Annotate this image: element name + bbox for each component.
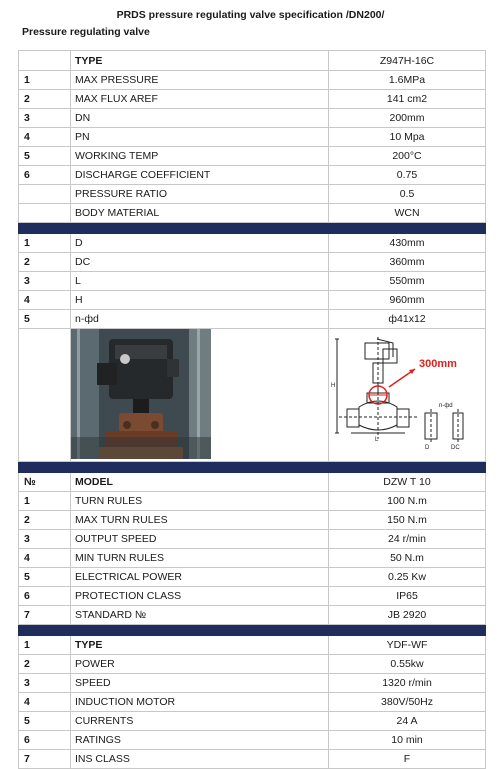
row-label: PN [71, 128, 329, 147]
row-value: 360mm [329, 253, 486, 272]
row-value: ф41x12 [329, 310, 486, 329]
valve-type-row [19, 51, 486, 71]
row-value: 0.75 [329, 166, 486, 185]
row-value: JB 2920 [329, 606, 486, 625]
row-number: 2 [19, 655, 71, 674]
row-label: TYPE [71, 51, 329, 71]
drawing-dim-h: H [331, 383, 336, 389]
row-number: 4 [19, 291, 71, 310]
table-row [19, 750, 486, 769]
row-number: 7 [19, 606, 71, 625]
row-label: MAX PRESSURE [71, 71, 329, 90]
row-label: OUTPUT SPEED [71, 530, 329, 549]
table-row [19, 655, 486, 674]
row-number: 4 [19, 549, 71, 568]
row-number: 3 [19, 674, 71, 693]
row-label: D [71, 234, 329, 253]
row-number: 6 [19, 166, 71, 185]
row-number: 1 [19, 492, 71, 511]
valve-photo [71, 329, 212, 459]
row-label: BODY MATERIAL [71, 204, 329, 223]
row-value: IP65 [329, 587, 486, 606]
specification-table [18, 50, 486, 769]
table-row [19, 71, 486, 90]
row-value: 0.55kw [329, 655, 486, 674]
table-row [19, 712, 486, 731]
row-number: 4 [19, 693, 71, 712]
row-label: WORKING TEMP [71, 147, 329, 166]
row-number: 3 [19, 530, 71, 549]
drawing-dim-d: D [425, 445, 430, 451]
row-value: 100 N.m [329, 492, 486, 511]
row-number: 5 [19, 712, 71, 731]
row-number: 1 [19, 234, 71, 253]
row-number: 3 [19, 272, 71, 291]
row-number: 2 [19, 90, 71, 109]
document-subtitle: Pressure regulating valve [22, 26, 150, 38]
row-number: 2 [19, 253, 71, 272]
row-label: INS CLASS [71, 750, 329, 769]
row-label: PROTECTION CLASS [71, 587, 329, 606]
table-row [19, 272, 486, 291]
row-number: 2 [19, 511, 71, 530]
actuator-model-row [19, 473, 486, 492]
table-row [19, 549, 486, 568]
table-row [19, 90, 486, 109]
row-value: 24 r/min [329, 530, 486, 549]
row-label: MAX TURN RULES [71, 511, 329, 530]
drawing-dim-nd: n-фd [439, 403, 453, 409]
empty-cell [19, 329, 71, 462]
row-number [19, 185, 71, 204]
row-value: 380V/50Hz [329, 693, 486, 712]
row-label: SPEED [71, 674, 329, 693]
row-number: 4 [19, 128, 71, 147]
row-number: 1 [19, 636, 71, 655]
drawing-dim-dc: DC [451, 445, 460, 451]
row-number: 1 [19, 71, 71, 90]
row-value: 200°C [329, 147, 486, 166]
motor-type-row [19, 636, 486, 655]
table-row [19, 253, 486, 272]
section-separator [19, 223, 486, 234]
row-value: 50 N.m [329, 549, 486, 568]
table-row [19, 731, 486, 750]
row-value: 141 cm2 [329, 90, 486, 109]
row-value: 150 N.m [329, 511, 486, 530]
row-value: 10 min [329, 731, 486, 750]
row-number: № [19, 473, 71, 492]
row-number: 6 [19, 731, 71, 750]
table-row [19, 291, 486, 310]
row-value: 550mm [329, 272, 486, 291]
row-number [19, 51, 71, 71]
drawing-dim-l: L [375, 437, 379, 443]
row-label: ELECTRICAL POWER [71, 568, 329, 587]
row-label: MODEL [71, 473, 329, 492]
row-value: 200mm [329, 109, 486, 128]
row-value: 960mm [329, 291, 486, 310]
row-label: MIN TURN RULES [71, 549, 329, 568]
row-label: H [71, 291, 329, 310]
row-value: Z947H-16C [329, 51, 486, 71]
table-row [19, 674, 486, 693]
table-row [19, 185, 486, 204]
row-number: 5 [19, 310, 71, 329]
row-label: POWER [71, 655, 329, 674]
table-row [19, 511, 486, 530]
drawing-cell [329, 329, 486, 462]
table-row [19, 147, 486, 166]
table-row [19, 530, 486, 549]
table-row [19, 234, 486, 253]
document-title: PRDS pressure regulating valve specification /DN200/ [116, 9, 385, 21]
row-number: 3 [19, 109, 71, 128]
section-separator [19, 625, 486, 636]
row-value: 0.25 Kw [329, 568, 486, 587]
row-label: TYPE [71, 636, 329, 655]
table-row [19, 166, 486, 185]
image-row [19, 329, 486, 462]
row-value: 1320 r/min [329, 674, 486, 693]
photo-cell [71, 329, 329, 462]
valve-drawing [329, 329, 486, 459]
table-row [19, 204, 486, 223]
row-value: F [329, 750, 486, 769]
row-value: YDF-WF [329, 636, 486, 655]
section-separator [19, 462, 486, 473]
table-row [19, 587, 486, 606]
row-label: TURN RULES [71, 492, 329, 511]
row-number: 5 [19, 147, 71, 166]
row-label: INDUCTION MOTOR [71, 693, 329, 712]
row-label: n-фd [71, 310, 329, 329]
row-value: 24 A [329, 712, 486, 731]
row-label: L [71, 272, 329, 291]
table-row [19, 606, 486, 625]
row-label: PRESSURE RATIO [71, 185, 329, 204]
row-value: WCN [329, 204, 486, 223]
row-number: 7 [19, 750, 71, 769]
row-label: STANDARD № [71, 606, 329, 625]
row-value: DZW T 10 [329, 473, 486, 492]
row-label: DISCHARGE COEFFICIENT [71, 166, 329, 185]
row-label: CURRENTS [71, 712, 329, 731]
table-row [19, 109, 486, 128]
row-value: 1.6MPa [329, 71, 486, 90]
row-label: MAX FLUX AREF [71, 90, 329, 109]
row-value: 430mm [329, 234, 486, 253]
table-row [19, 492, 486, 511]
row-number [19, 204, 71, 223]
row-number: 6 [19, 587, 71, 606]
table-row [19, 128, 486, 147]
table-row [19, 310, 486, 329]
row-value: 0.5 [329, 185, 486, 204]
drawing-callout-label: 300mm [419, 358, 457, 370]
row-label: RATINGS [71, 731, 329, 750]
row-label: DN [71, 109, 329, 128]
row-value: 10 Mpa [329, 128, 486, 147]
table-row [19, 693, 486, 712]
row-label: DC [71, 253, 329, 272]
row-number: 5 [19, 568, 71, 587]
table-row [19, 568, 486, 587]
